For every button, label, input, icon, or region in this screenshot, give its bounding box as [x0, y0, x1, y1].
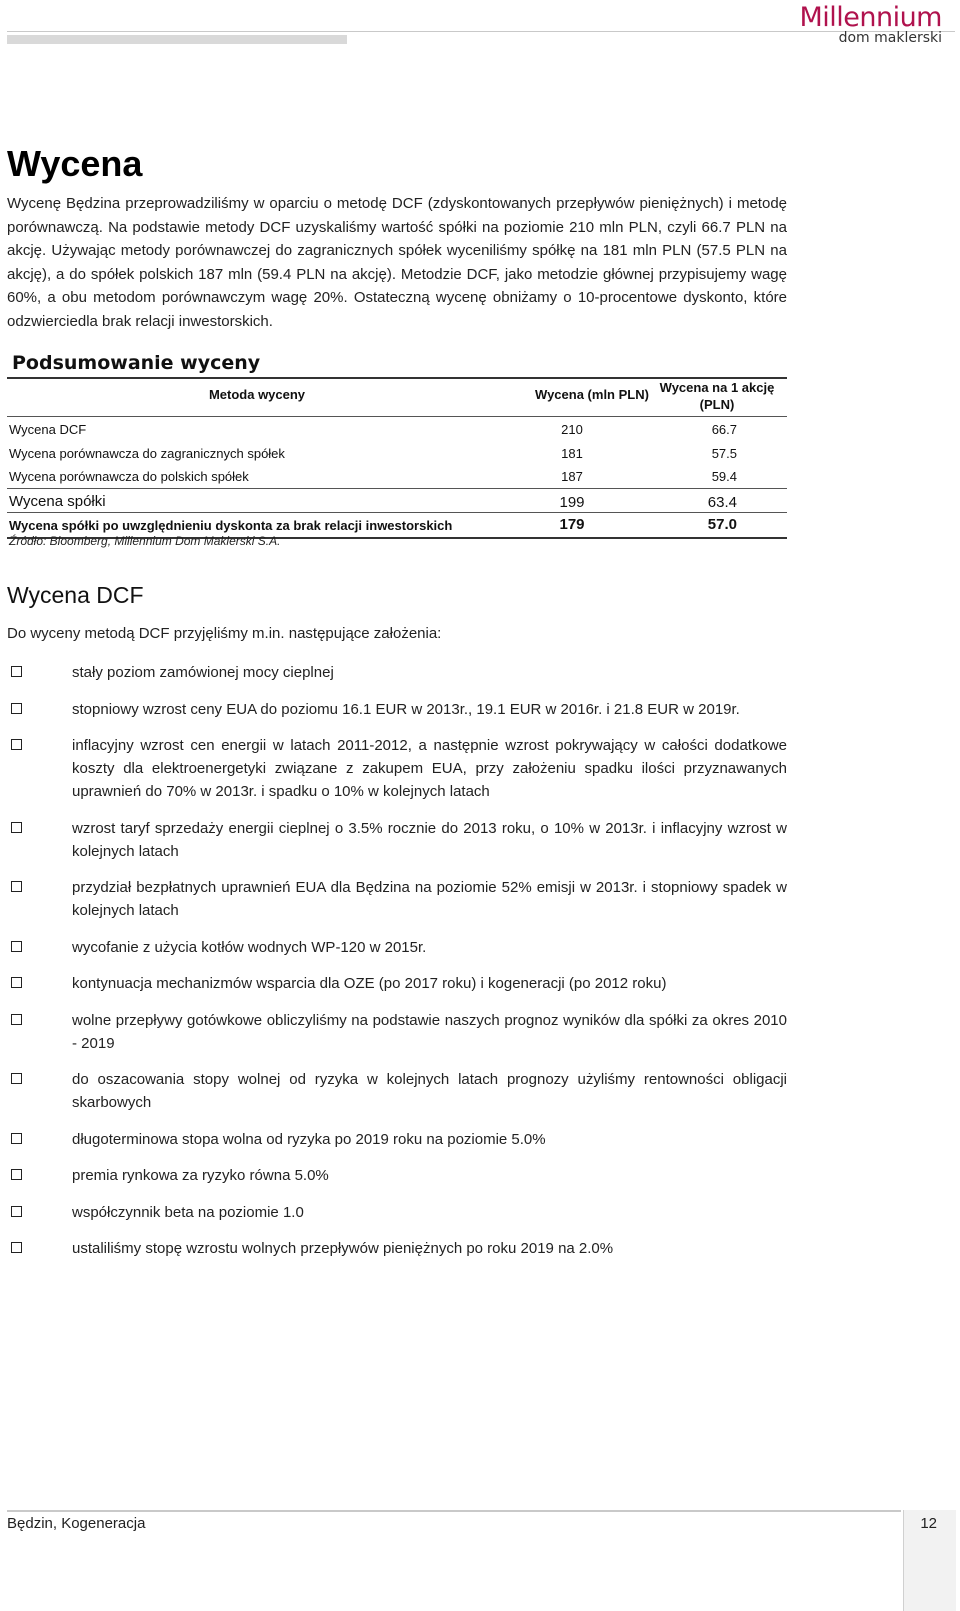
table-row [7, 513, 787, 537]
assumption-text: stopniowy wzrost ceny EUA do poziomu 16.1 EUR w 2013r., 19.1 EUR w 2016r. i 21.8 EUR w 2019r. [72, 700, 740, 718]
table-row [7, 441, 787, 465]
assumption-text: ustaliliśmy stopę wzrostu wolnych przepływów pieniężnych po roku 2019 na 2.0% [72, 1240, 614, 1257]
logo-sub-text: dom maklerski [838, 30, 942, 46]
row-per-share: 57.5 [711, 445, 737, 461]
row-value: 199 [559, 493, 585, 511]
header-bar [7, 35, 347, 44]
assumption-text: inflacyjny wzrost cen energii w latach 2011-2012, a następnie wzrost pokrywający w całości dodatkowe koszty dla elektroenergetyki związane z zakupem EUA, przy założeniu spadku ilości przyznawanych uprawnień do 70% w 2013r. i spadku o 10% w kolejnych latach [72, 737, 787, 800]
assumption-text: wzrost taryf sprzedaży energii cieplnej o 3.5% rocznie do 2013 roku, o 10% w 2013r. i inflacyjny wzrost w kolejnych latach [72, 819, 787, 860]
assumption-text: wycofanie z użycia kotłów wodnych WP-120 w 2015r. [72, 938, 427, 956]
list-item [7, 1128, 787, 1151]
page-title: Wycena [7, 143, 143, 184]
assumption-text: współczynnik beta na poziomie 1.0 [72, 1203, 304, 1221]
checkbox-icon [11, 703, 22, 714]
table-row [7, 417, 787, 441]
row-value: 210 [561, 422, 583, 437]
checkbox-icon [11, 1206, 22, 1217]
footer-company: Będzin, Kogeneracja [7, 1515, 146, 1532]
list-item [7, 1201, 787, 1224]
list-item [7, 817, 787, 863]
assumption-text: długoterminowa stopa wolna od ryzyka po 2019 roku na poziomie 5.0% [72, 1130, 546, 1148]
list-item [7, 1164, 787, 1187]
row-value: 187 [561, 469, 583, 484]
list-item [7, 734, 787, 803]
list-item [7, 661, 787, 684]
dcf-lead: Do wyceny metodą DCF przyjęliśmy m.in. następujące założenia: [7, 625, 442, 642]
checkbox-icon [11, 1014, 22, 1025]
checkbox-icon [11, 1169, 22, 1180]
summary-table [7, 377, 787, 539]
list-item [7, 1009, 787, 1055]
assumption-text: przydział bezpłatnych uprawnień EUA dla Będzina na poziomie 52% emisji w 2013r. i stopniowy spadek w kolejnych latach [72, 879, 787, 919]
assumption-text: wolne przepływy gotówkowe obliczyliśmy na podstawie naszych prognoz wyników dla spółki za okres 2010 - 2019 [72, 1011, 787, 1052]
assumption-text: premia rynkowa za ryzyko równa 5.0% [72, 1167, 329, 1184]
checkbox-icon [11, 739, 22, 750]
table-source-note: Źródło: Bloomberg, Millennium Dom Maklerski S.A. [9, 534, 281, 548]
col-header-per-share: Wycena na 1 akcję (PLN) [659, 380, 775, 412]
checkbox-icon [11, 1073, 22, 1084]
checkbox-icon [11, 1133, 22, 1144]
checkbox-icon [11, 977, 22, 988]
row-method: Wycena porównawcza do polskich spółek [9, 469, 249, 484]
intro-paragraph: Wycenę Będzina przeprowadziliśmy w oparciu o metodę DCF (zdyskontowanych przepływów pieniężnych) i metodę porównawczą. Na podstawie metody DCF uzyskaliśmy wartość spółki na poziomie 210 mln PLN, czyli 66.7 PLN na akcję. Używając metody porównawczej do zagranicznych spółek wyceniliśmy spółkę na 181 mln PLN (57.5 PLN na akcję), a do spółek polskich 187 mln (59.4 PLN na akcję). Metodzie DCF, jako metodzie głównej przypisujemy wagę 60%, a obu metodom porównawczym wagę 20%. Ostateczną wycenę obniżamy o 10-procentowe dyskonto, które odzwierciedla brak relacji inwestorskich. [7, 195, 787, 330]
dcf-heading: Wycena DCF [7, 582, 144, 608]
assumption-text: stały poziom zamówionej mocy cieplnej [72, 664, 334, 681]
checkbox-icon [11, 1242, 22, 1253]
col-header-value: Wycena (mln PLN) [535, 387, 649, 402]
list-item [7, 972, 787, 995]
col-header-method: Metoda wyceny [208, 387, 306, 402]
list-item [7, 698, 787, 721]
row-value: 181 [561, 445, 583, 461]
list-item [7, 1237, 787, 1260]
checkbox-icon [11, 666, 22, 677]
summary-heading: Podsumowanie wyceny [12, 352, 261, 374]
checkbox-icon [11, 822, 22, 833]
list-item [7, 876, 787, 922]
logo-main-text: Millennium [799, 2, 942, 33]
table-row [7, 489, 787, 513]
row-method: Wycena spółki [9, 492, 106, 510]
row-method: Wycena DCF [9, 422, 87, 437]
list-item [7, 1068, 787, 1114]
row-per-share: 59.4 [711, 469, 737, 484]
checkbox-icon [11, 881, 22, 892]
table-header [7, 379, 787, 416]
assumptions-list [7, 661, 787, 1274]
table-row [7, 464, 787, 488]
row-method: Wycena spółki po uwzględnieniu dyskonta za brak relacji inwestorskich [9, 518, 453, 533]
list-item [7, 936, 787, 959]
checkbox-icon [11, 941, 22, 952]
assumption-text: kontynuacja mechanizmów wsparcia dla OZE (po 2017 roku) i kogeneracji (po 2012 roku) [72, 975, 667, 992]
row-per-share: 66.7 [711, 422, 737, 437]
millennium-logo [799, 4, 942, 45]
footer-rule [7, 1510, 901, 1512]
row-per-share: 63.4 [707, 493, 737, 511]
assumption-text: do oszacowania stopy wolnej od ryzyka w kolejnych latach prognozy użyliśmy rentowności obligacji skarbowych [72, 1071, 787, 1111]
row-per-share: 57.0 [707, 516, 737, 533]
row-method: Wycena porównawcza do zagranicznych spółek [9, 445, 285, 461]
page-number: 12 [920, 1515, 937, 1532]
row-value: 179 [559, 516, 585, 533]
